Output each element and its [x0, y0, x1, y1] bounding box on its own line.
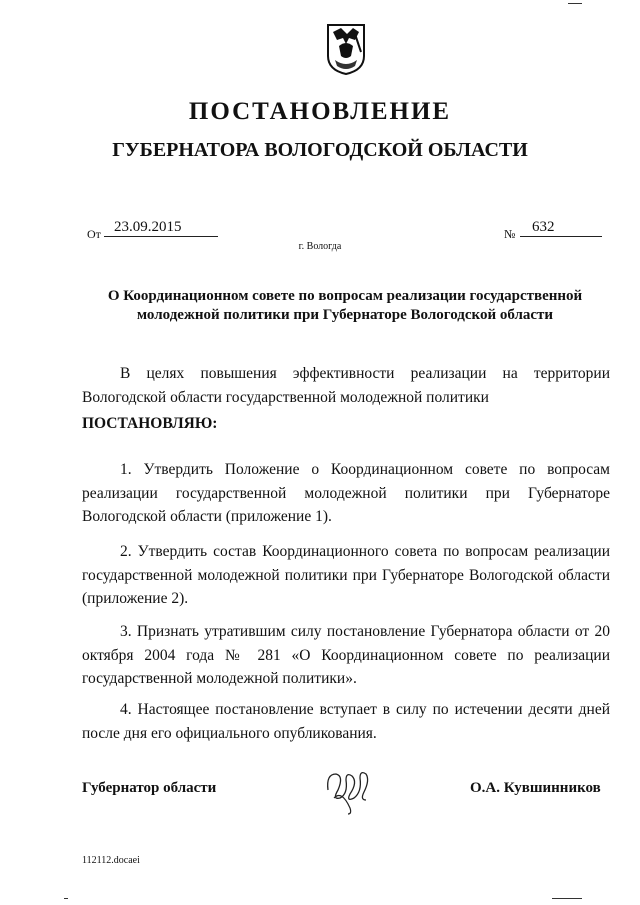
decree-item-4: 4. Настоящее постановление вступает в силу по истечении десяти дней после дня его официального опубликования. [82, 701, 610, 742]
date-prefix: От [87, 227, 101, 241]
decree-item-1: 1. Утвердить Положение о Координационном совете по вопросам реализации государственной молодежной политики при Губернаторе Вологодской области (приложение 1). [82, 461, 610, 526]
document-subject: О Координационном совете по вопросам реализации государственной молодежной политики при Губернаторе Вологодской области [107, 288, 583, 323]
handwritten-signature [320, 760, 376, 816]
scan-mark-top [568, 3, 582, 4]
document-title: ПОСТАНОВЛЕНИЕ [188, 98, 452, 125]
signer-name: О.А. Кувшинников [470, 780, 601, 796]
signer-position: Губернатор области [82, 780, 217, 796]
coat-of-arms-icon [325, 22, 367, 76]
intro-paragraph: В целях повышения эффективности реализации на территории Вологодской области государственной молодежной политики [82, 365, 610, 406]
document-city: г. Вологда [298, 241, 342, 252]
decree-item-2: 2. Утвердить состав Координационного совета по вопросам реализации государственной молодежной политики при Губернаторе Вологодской области (приложение 2). [82, 543, 610, 608]
scan-mark-bottom [552, 898, 582, 899]
decree-item-3: 3. Признать утратившим силу постановление Губернатора области от 20 октября 2004 года № 281 «О Координационном совете по реализации государственной молодежной политики». [82, 623, 610, 688]
scan-mark-left [64, 898, 68, 899]
document-number: 632 [532, 219, 555, 235]
number-prefix: № [504, 227, 516, 241]
file-code: 112112.docaei [82, 855, 140, 866]
document-issuer: ГУБЕРНАТОРА ВОЛОГОДСКОЙ ОБЛАСТИ [112, 139, 528, 161]
decree-heading: ПОСТАНОВЛЯЮ: [82, 415, 218, 432]
document-date: 23.09.2015 [114, 219, 182, 235]
